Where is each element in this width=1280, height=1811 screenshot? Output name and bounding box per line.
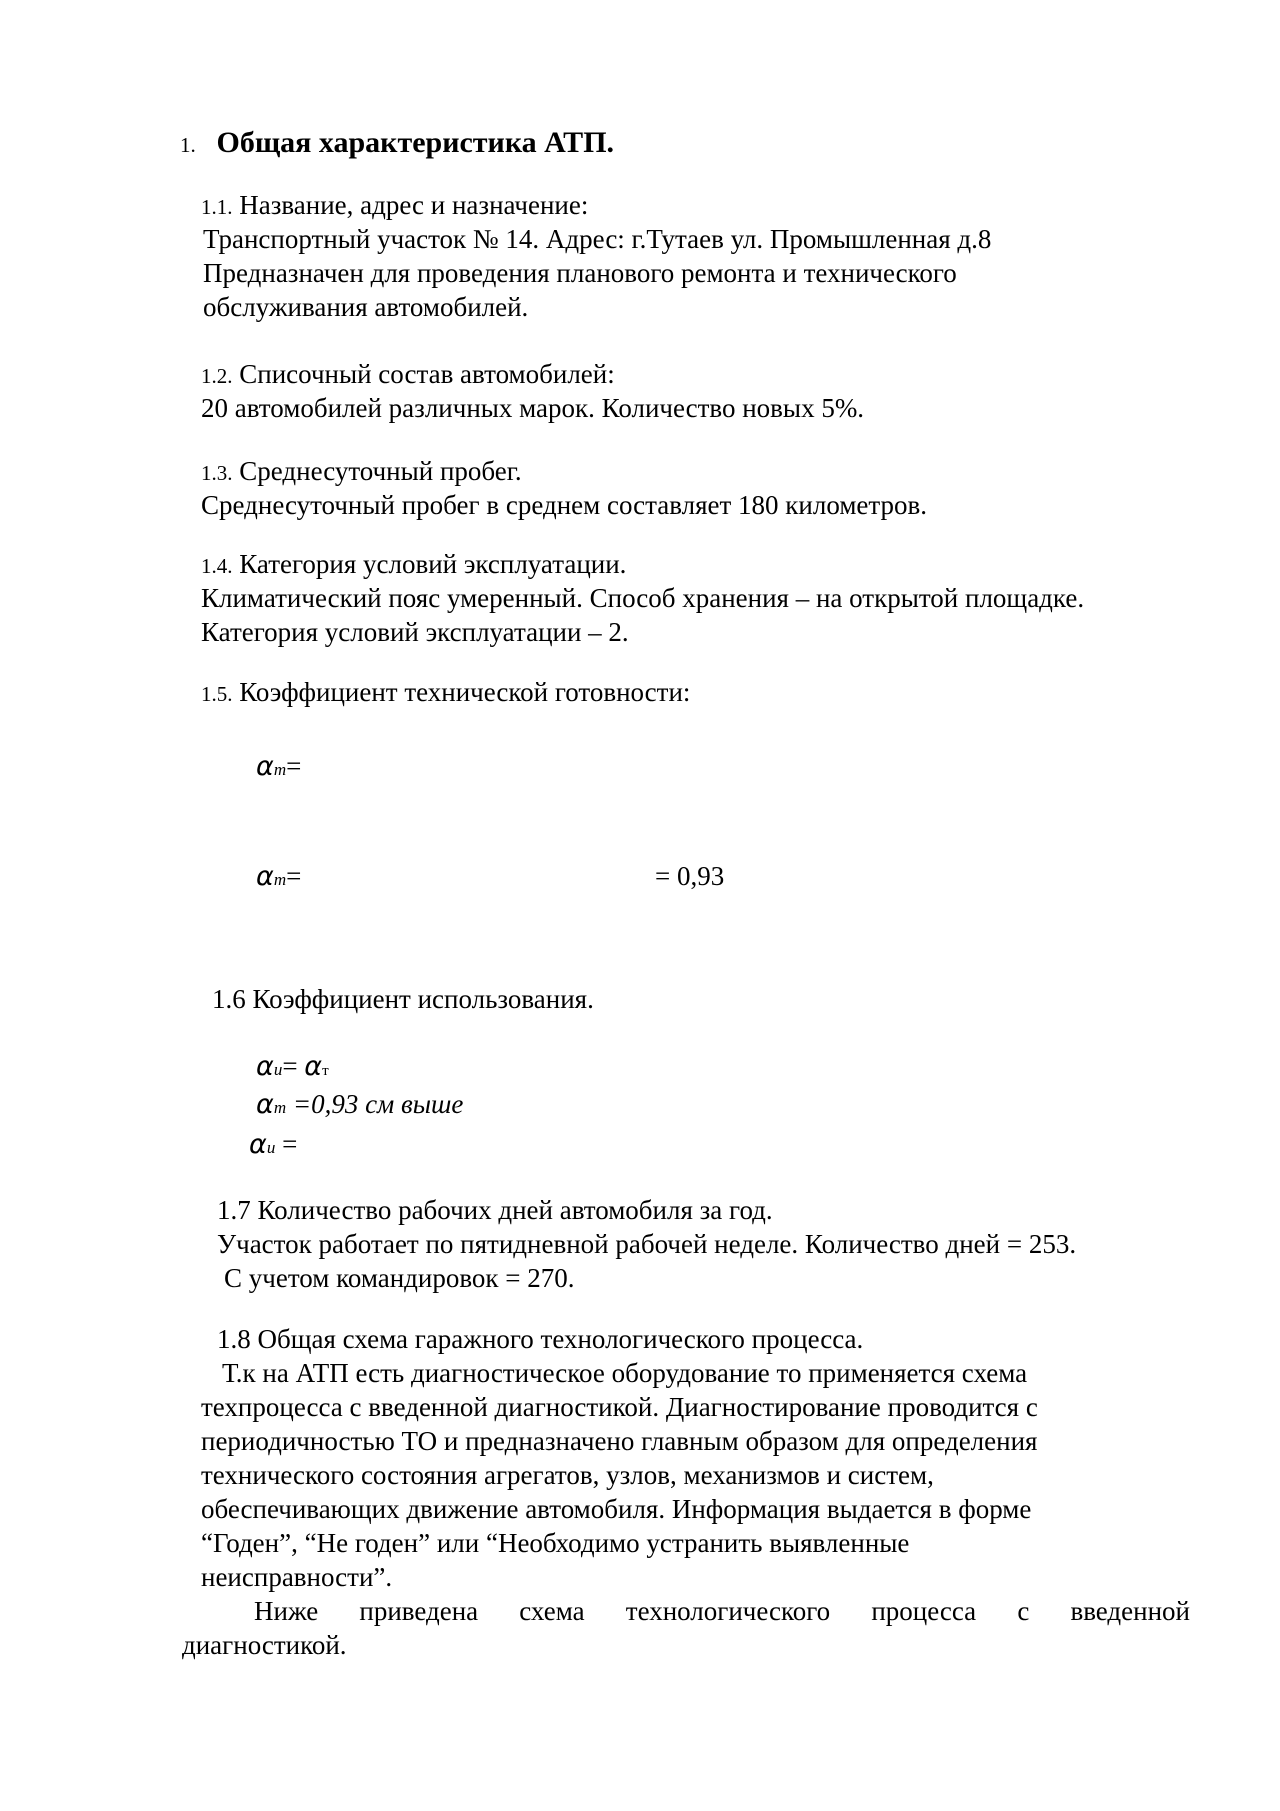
subsection-1-8-heading: 1.8 Общая схема гаражного технологического процесса. xyxy=(217,1324,864,1354)
s13-line-1: Среднесуточный пробег в среднем составляет 180 километров. xyxy=(201,490,928,520)
s17-line-2: С учетом командировок = 270. xyxy=(224,1263,575,1293)
s14-line-2: Категория условий эксплуатации – 2. xyxy=(201,617,629,647)
formula-alpha-t-value: αт =0,93 см выше xyxy=(256,1089,464,1120)
s14-line-1: Климатический пояс умеренный. Способ хранения – на открытой площадке. xyxy=(201,583,1085,613)
subsection-1-3-heading: 1.3. Среднесуточный пробег. xyxy=(201,456,522,486)
subsection-1-1-heading: 1.1. Название, адрес и назначение: xyxy=(201,190,589,220)
formula-alpha-t-2: αт= xyxy=(256,861,302,892)
s18-line-1: Т.к на АТП есть диагностическое оборудование то применяется схема xyxy=(222,1358,1028,1388)
formula-result: = 0,93 xyxy=(655,861,725,891)
s17-line-1: Участок работает по пятидневной рабочей неделе. Количество дней = 253. xyxy=(217,1229,1077,1259)
s18-line-6: “Годен”, “Не годен” или “Необходимо устранить выявленные xyxy=(201,1528,910,1558)
s12-line-1: 20 автомобилей различных марок. Количество новых 5%. xyxy=(201,393,865,423)
s11-line-3: обслуживания автомобилей. xyxy=(203,292,529,322)
s18-line-4: технического состояния агрегатов, узлов, механизмов и систем, xyxy=(201,1460,934,1490)
formula-alpha-u: αи = xyxy=(249,1129,298,1160)
formula-alpha-u-eq-alpha-t: αи= αт xyxy=(256,1051,329,1082)
s18-para2-line-1: Ниже приведена схема технологического процесса с введенной xyxy=(254,1596,1190,1626)
subsection-1-2-heading: 1.2. Списочный состав автомобилей: xyxy=(201,359,615,389)
s18-line-7: неисправности”. xyxy=(201,1562,393,1592)
section-heading: Общая характеристика АТП. xyxy=(216,126,615,159)
s11-line-2: Предназначен для проведения планового ремонта и технического xyxy=(203,258,957,288)
formula-alpha-t-1: αт= xyxy=(256,751,302,782)
s18-line-2: техпроцесса с введенной диагностикой. Диагностирование проводится с xyxy=(201,1392,1038,1422)
subsection-1-7-heading: 1.7 Количество рабочих дней автомобиля за год. xyxy=(217,1195,773,1225)
section-title xyxy=(180,126,614,162)
s18-line-5: обеспечивающих движение автомобиля. Информация выдается в форме xyxy=(201,1494,1032,1524)
section-number: 1. xyxy=(180,133,196,157)
subsection-1-5-heading: 1.5. Коэффициент технической готовности: xyxy=(201,677,691,707)
subsection-1-4-heading: 1.4. Категория условий эксплуатации. xyxy=(201,549,627,579)
s11-line-1: Транспортный участок № 14. Адрес: г.Тутаев ул. Промышленная д.8 xyxy=(203,224,992,254)
s18-line-3: периодичностью ТО и предназначено главным образом для определения xyxy=(201,1426,1038,1456)
s18-para2-line-2: диагностикой. xyxy=(182,1630,347,1660)
subsection-1-6-heading: 1.6 Коэффициент использования. xyxy=(212,984,594,1014)
